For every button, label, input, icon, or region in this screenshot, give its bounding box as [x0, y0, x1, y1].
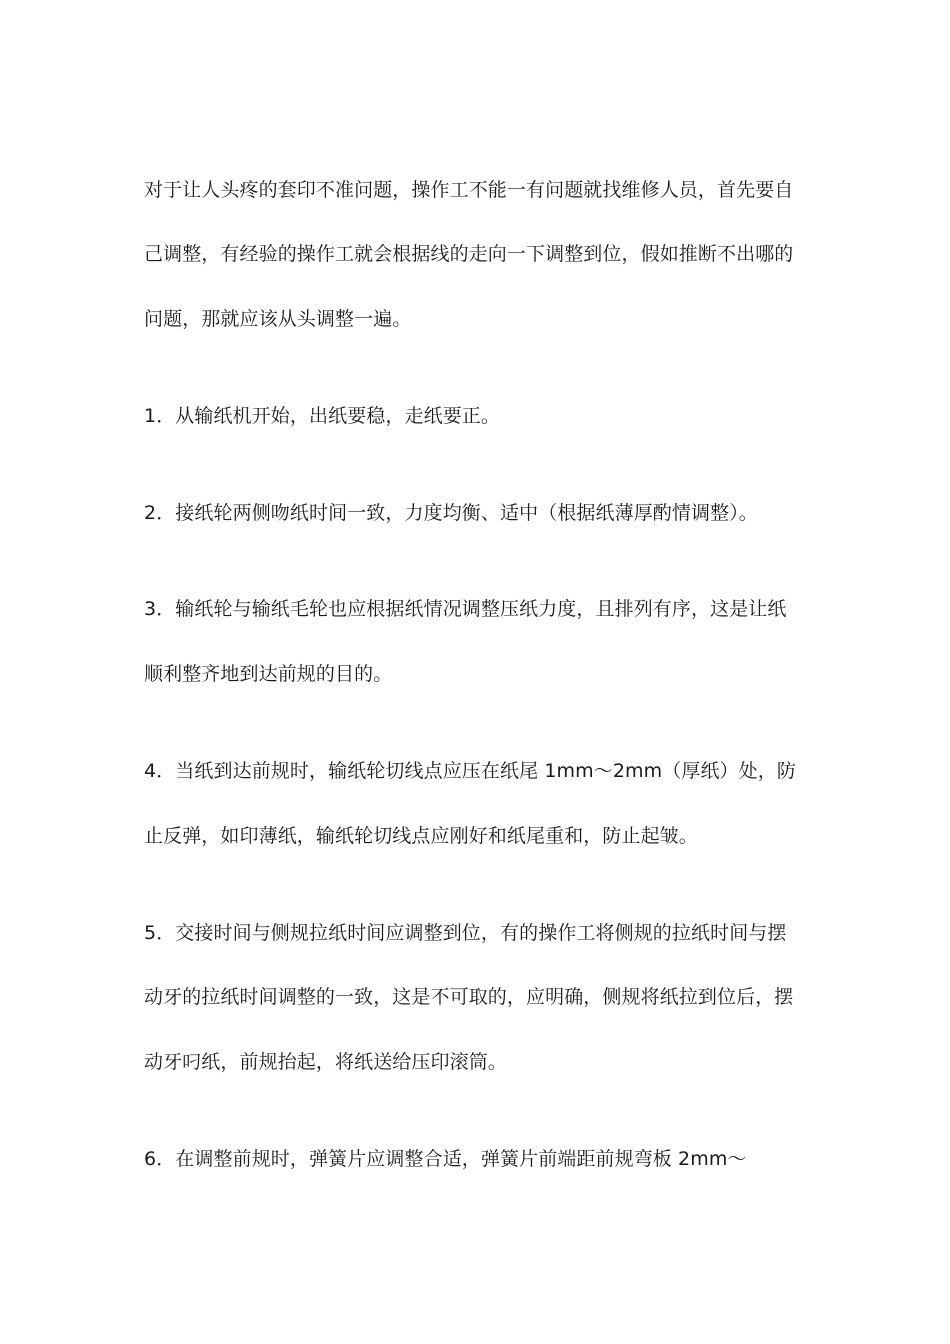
- item-4-line-2: 止反弹，如印薄纸，输纸轮切线点应刚好和纸尾重和，防止起皱。: [144, 825, 698, 847]
- item-5-line-1: 5．交接时间与侧规拉纸时间应调整到位，有的操作工将侧规的拉纸时间与摆: [144, 922, 787, 944]
- intro-line-2: 己调整，有经验的操作工就会根据线的走向一下调整到位，假如推断不出哪的: [144, 243, 794, 265]
- intro-line-1: 对于让人头疼的套印不准问题，操作工不能一有问题就找维修人员，首先要自: [144, 179, 794, 201]
- item-3-line-2: 顺利整齐地到达前规的目的。: [144, 663, 393, 685]
- item-1-line-1: 1．从输纸机开始，出纸要稳，走纸要正。: [144, 405, 500, 427]
- item-2-line-1: 2．接纸轮两侧吻纸时间一致，力度均衡、适中（根据纸薄厚酌情调整）。: [144, 502, 758, 524]
- item-5-line-2: 动牙的拉纸时间调整的一致，这是不可取的，应明确，侧规将纸拉到位后，摆: [144, 986, 794, 1008]
- intro-line-3: 问题，那就应该从头调整一遍。: [144, 308, 412, 330]
- item-6-line-1: 6．在调整前规时，弹簧片应调整合适，弹簧片前端距前规弯板 2mm～: [144, 1148, 747, 1170]
- item-3-line-1: 3．输纸轮与输纸毛轮也应根据纸情况调整压纸力度，且排列有序，这是让纸: [144, 598, 787, 620]
- item-5-line-3: 动牙叼纸，前规抬起，将纸送给压印滚筒。: [144, 1051, 507, 1073]
- item-4-line-1: 4．当纸到达前规时，输纸轮切线点应压在纸尾 1mm～2mm（厚纸）处，防: [144, 760, 796, 782]
